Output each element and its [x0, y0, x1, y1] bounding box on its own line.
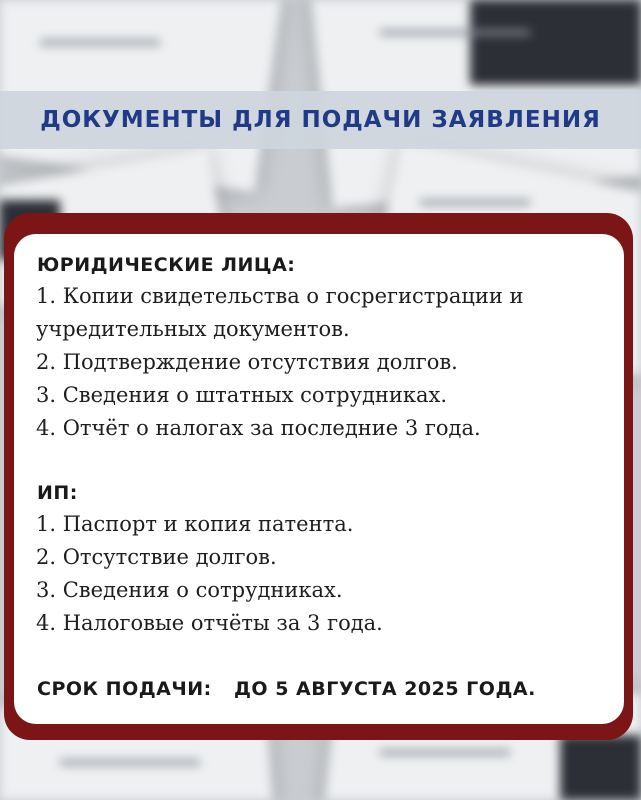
- legal-list-item: 2. Подтверждение отсутствия долгов.: [36, 350, 458, 374]
- legal-list-item: 3. Сведения о штатных сотрудниках.: [36, 383, 448, 407]
- deadline-value: ДО 5 АВГУСТА 2025 ГОДА.: [234, 678, 536, 700]
- ip-list-item: 2. Отсутствие долгов.: [36, 545, 277, 569]
- legal-list-item: учредительных документов.: [36, 317, 350, 341]
- ip-list-item: 1. Паспорт и копия патента.: [36, 512, 354, 536]
- ip-list-item: 4. Налоговые отчёты за 3 года.: [36, 611, 383, 635]
- ip-list-item: 3. Сведения о сотрудниках.: [36, 578, 343, 602]
- ip-heading: ИП:: [37, 482, 78, 504]
- legal-entities-heading: ЮРИДИЧЕСКИЕ ЛИЦА:: [37, 254, 296, 276]
- legal-list-item: 1. Копии свидетельства о госрегистрации и: [36, 284, 524, 308]
- page-title: ДОКУМЕНТЫ ДЛЯ ПОДАЧИ ЗАЯВЛЕНИЯ: [40, 107, 601, 133]
- title-banner: [0, 91, 641, 149]
- legal-list-item: 4. Отчёт о налогах за последние 3 года.: [36, 416, 481, 440]
- deadline-label: СРОК ПОДАЧИ:: [37, 678, 212, 700]
